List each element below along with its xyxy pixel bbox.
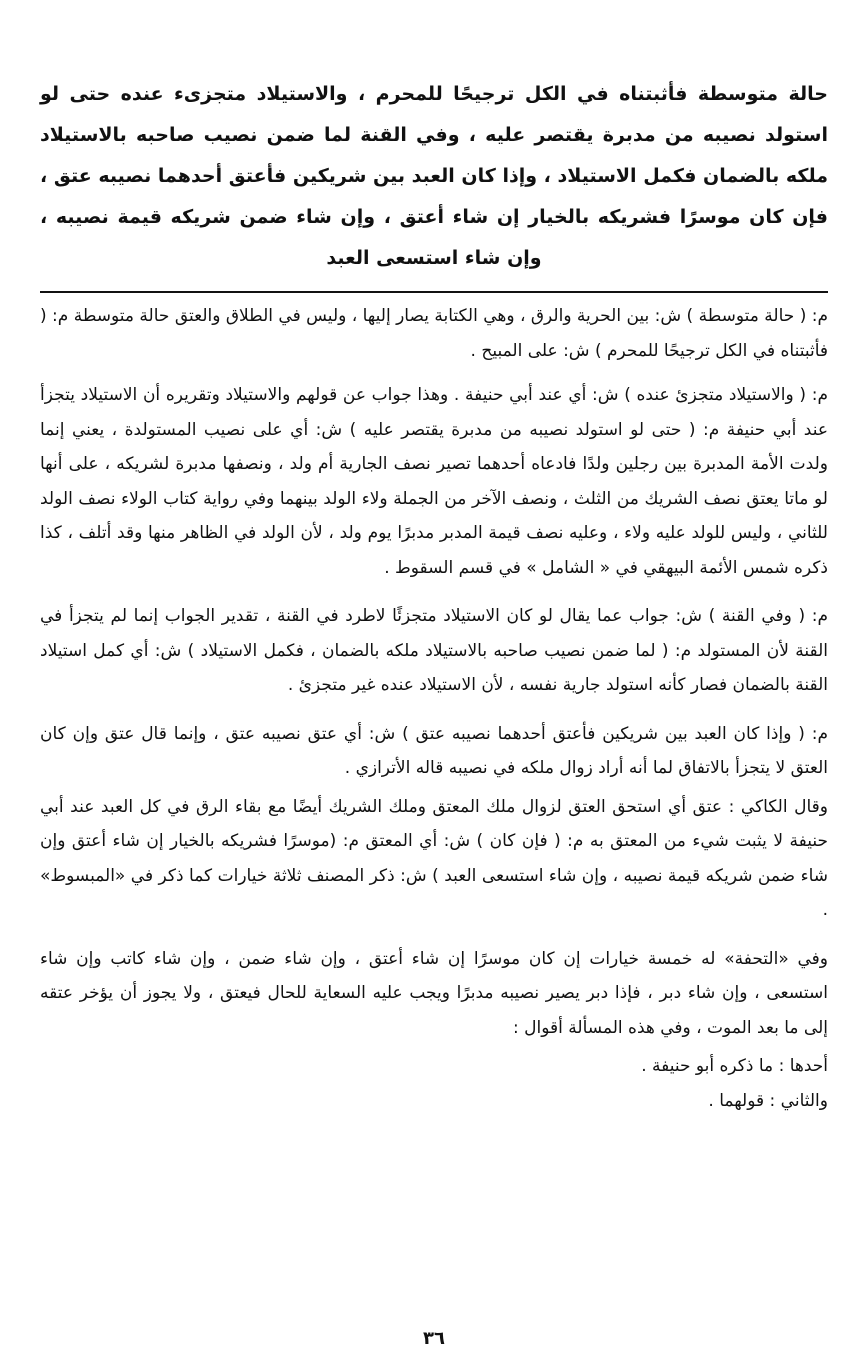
page-body xyxy=(40,74,828,1118)
sharh-paragraph-4: م: ( وإذا كان العبد بين شريكين فأعتق أحدهما نصيبه عتق ) ش: أي عتق نصيبه عتق ، وإنما قال عتق وإن كان العتق لا يتجزأ بالاتفاق لما أنه أراد زوال ملكه في نصيبه قاله الأترازي . xyxy=(40,723,828,778)
sharh-paragraph-2: م: ( والاستيلاد متجزئ عنده ) ش: أي عند أبي حنيفة . وهذا جواب عن قولهم والاستيلاد وتقريره أن الاستيلاد يتجزأ عند أبي حنيفة م: ( حتى لو استولد نصيبه من مدبرة يقتصر عليه ) ش: أي على نصيب المستولدة ، يعني إنما ولدت الأمة المدبرة بين رجلين ولدًا فادعاه أحدهما تصير نصف الجارية أم ولد ، ونصفها مدبرة لشريكه ، على أنها لو ماتا يعتق نصف الشريك من الثلث ، ونصف الآخر من الجملة ولاء الولد بينهما وفي رواية كتاب الولاء نصف الولد للثاني ، وليس للولد عليه ولاء ، وعليه نصف قيمة المدبر مدبرًا يوم ولد ، لأن الولد في الظاهر منها وقد أتلف ، كذا ذكره شمس الأئمة البيهقي في « الشامل » في قسم السقوط . xyxy=(40,385,828,578)
sharh-paragraph-5: وقال الكاكي : عتق أي استحق العتق لزوال ملك المعتق وملك الشريك أيضًا مع بقاء الرق في كل العبد عند أبي حنيفة لا يثبت شيء من المعتق به م: ( فإن كان ) ش: أي المعتق م: (موسرًا فشريكه بالخيار إن شاء أعتق وإن شاء ضمن شريكه قيمة نصيبه ، وإن شاء استسعى العبد ) ش: ذكر المصنف ثلاثة خيارات كما ذكر في «المبسوط» . xyxy=(40,796,828,920)
qawl-first: أحدها : ما ذكره أبو حنيفة . xyxy=(641,1056,828,1076)
sharh-paragraph-6: وفي «التحفة» له خمسة خيارات إن كان موسرًا إن شاء أعتق ، وإن شاء ضمن ، وإن شاء كاتب وإن شاء استسعى ، وإن شاء دبر ، فإذا دبر يصير نصيبه مدبرًا ويجب عليه السعاية للحال فيعتق ، ولا يجوز أن يؤخر عتقه إلى ما بعد الموت ، وفي هذه المسألة أقوال : xyxy=(40,948,828,1038)
sharh-paragraph-3: م: ( وفي القنة ) ش: جواب عما يقال لو كان الاستيلاد متجزئًا لاطرد في القنة ، تقدير الجواب إنما لم يتجزأ في القنة لأن المستولد م: ( لما ضمن نصيب صاحبه بالاستيلاد ملكه بالضمان ، فكمل الاستيلاد ) ش: أي كمل استيلاد القنة بالضمان فصار كأنه استولد جارية نفسه ، لأن الاستيلاد عنده غير متجزئ . xyxy=(40,606,828,695)
matn-text: حالة متوسطة فأثبتناه في الكل ترجيحًا للمحرم ، والاستيلاد متجزىء عنده حتى لو استولد نصيبه من مدبرة يقتصر عليه ، وفي القنة لما ضمن نصيب صاحبه بالاستيلاد ملكه بالضمان فكمل الاستيلاد ، وإذا كان العبد بين شريكين فأعتق أحدهما نصيبه عتق ، فإن كان موسرًا فشريكه بالخيار إن شاء أعتق ، وإن شاء ضمن شريكه قيمة نصيبه ، وإن شاء استسعى العبد xyxy=(40,83,828,269)
separator-rule xyxy=(40,291,828,293)
page-number: ٣٦ xyxy=(423,1328,445,1349)
qawl-second: والثاني : قولهما . xyxy=(708,1090,828,1111)
sharh-paragraph-1: م: ( حالة متوسطة ) ش: بين الحرية والرق ، وهي الكتابة يصار إليها ، وليس في الطلاق والعتق حالة متوسطة م: ( فأثبتناه في الكل ترجيحًا للمحرم ) ش: على المبيح . xyxy=(40,306,828,361)
